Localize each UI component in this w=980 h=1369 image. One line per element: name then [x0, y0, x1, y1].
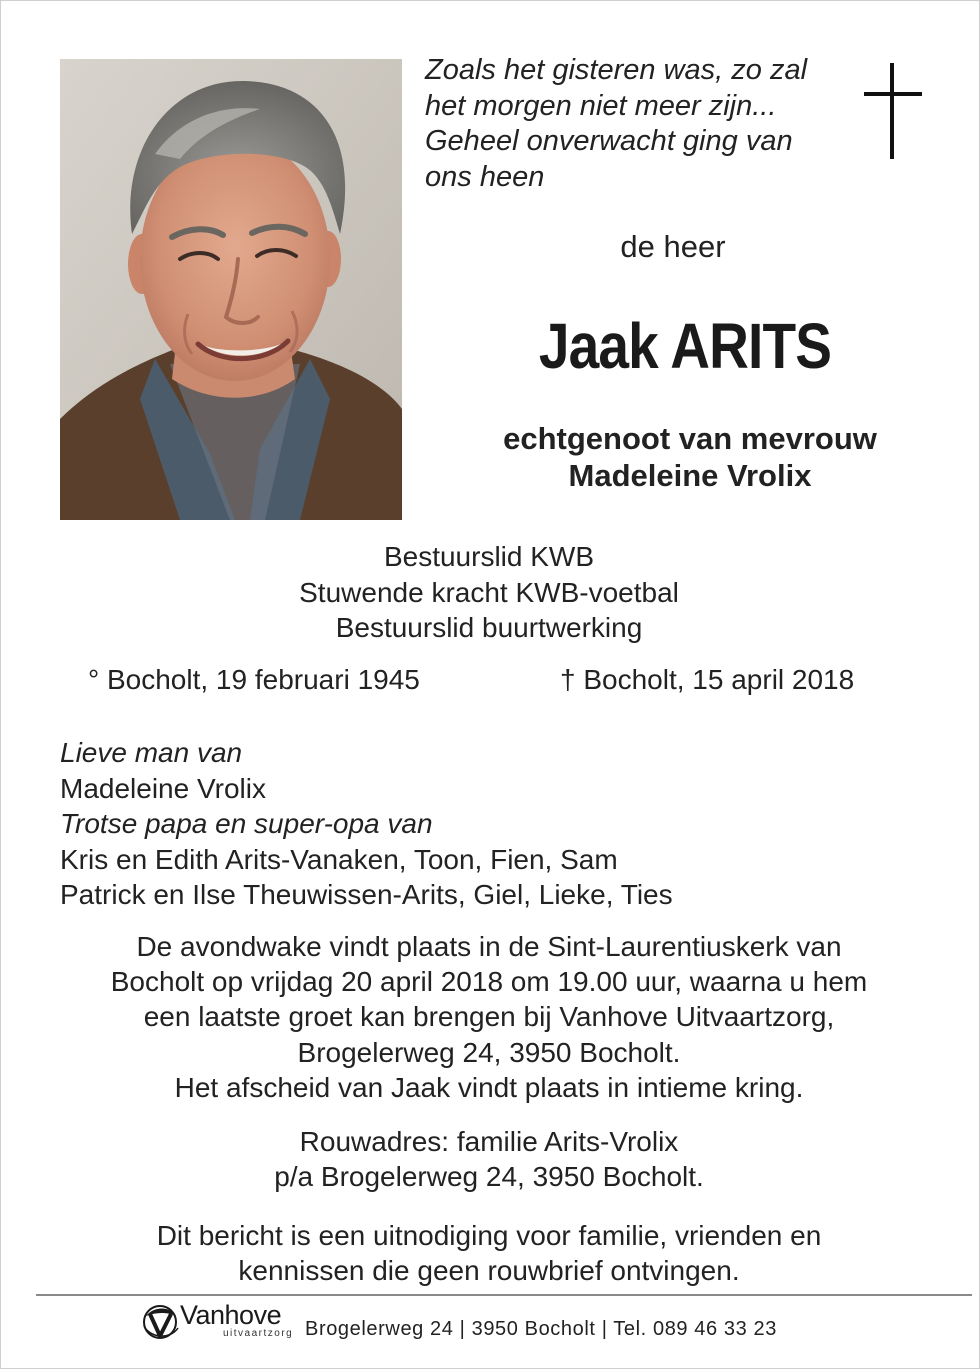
- quote-line: Zoals het gisteren was, zo zal: [425, 54, 808, 86]
- address-line: p/a Brogelerweg 24, 3950 Bocholt.: [274, 1161, 704, 1193]
- logo-name: Vanhove: [180, 1300, 282, 1330]
- spouse-block: [420, 420, 960, 494]
- ceremony-line: Bocholt op vrijdag 20 april 2018 om 19.00 uur, waarna u hem: [110, 966, 868, 998]
- quote-line: het morgen niet meer zijn...: [425, 89, 777, 122]
- family-line: Kris en Edith Arits-Vanaken, Toon, Fien, Sam: [60, 843, 618, 875]
- family-line: Madeleine Vrolix: [60, 772, 266, 804]
- footer-contact: Brogelerweg 24 | 3950 Bocholt | Tel. 089 46 33 23: [305, 1318, 777, 1340]
- ceremony-line: Het afscheid van Jaak vindt plaats in intieme kring.: [174, 1071, 804, 1103]
- address-line: Rouwadres: familie Arits-Vrolix: [299, 1126, 679, 1157]
- ceremony-line: Brogelerweg 24, 3950 Bocholt.: [297, 1036, 681, 1068]
- memorial-quote: [425, 53, 855, 195]
- spouse-line: echtgenoot van mevrouw: [503, 421, 877, 456]
- family-heading: Trotse papa en super-opa van: [60, 808, 433, 839]
- footer-divider: [36, 1294, 972, 1296]
- vanhove-logo: [140, 1302, 300, 1348]
- role-item: Bestuurslid buurtwerking: [335, 612, 643, 643]
- honorific: de heer: [620, 229, 726, 264]
- invitation-line: Dit bericht is een uitnodiging voor familie, vrienden en: [156, 1220, 822, 1251]
- ceremony-line: een laatste groet kan brengen bij Vanhove Uitvaartzorg,: [143, 1001, 835, 1033]
- logo-subtitle: uitvaartzorg: [223, 1328, 294, 1339]
- birth-info: ° Bocholt, 19 februari 1945: [88, 664, 420, 695]
- invitation-note: [0, 1218, 978, 1288]
- role-item: Stuwende kracht KWB-voetbal: [299, 576, 679, 608]
- ceremony-line: De avondwake vindt plaats in de Sint-Laurentiuskerk van: [136, 931, 842, 962]
- ceremony-info: [0, 929, 978, 1105]
- cross-icon: [864, 63, 922, 159]
- invitation-line: kennissen die geen rouwbrief ontvingen.: [238, 1255, 740, 1287]
- family-line: Patrick en Ilse Theuwissen-Arits, Giel, Lieke, Ties: [60, 879, 673, 910]
- quote-line: Geheel onverwacht ging van: [425, 125, 793, 157]
- mourning-address: [0, 1124, 978, 1194]
- death-info: † Bocholt, 15 april 2018: [560, 664, 855, 695]
- vanhove-logo-icon: [140, 1302, 184, 1342]
- role-item: Bestuurslid KWB: [383, 541, 595, 572]
- spouse-name: Madeleine Vrolix: [568, 458, 812, 493]
- deceased-name: Jaak ARITS: [538, 310, 832, 382]
- portrait-photo: [60, 59, 402, 520]
- family-heading: Lieve man van: [60, 737, 243, 768]
- family-list: [60, 735, 673, 913]
- quote-line: ons heen: [425, 160, 545, 193]
- roles-list: [0, 539, 978, 646]
